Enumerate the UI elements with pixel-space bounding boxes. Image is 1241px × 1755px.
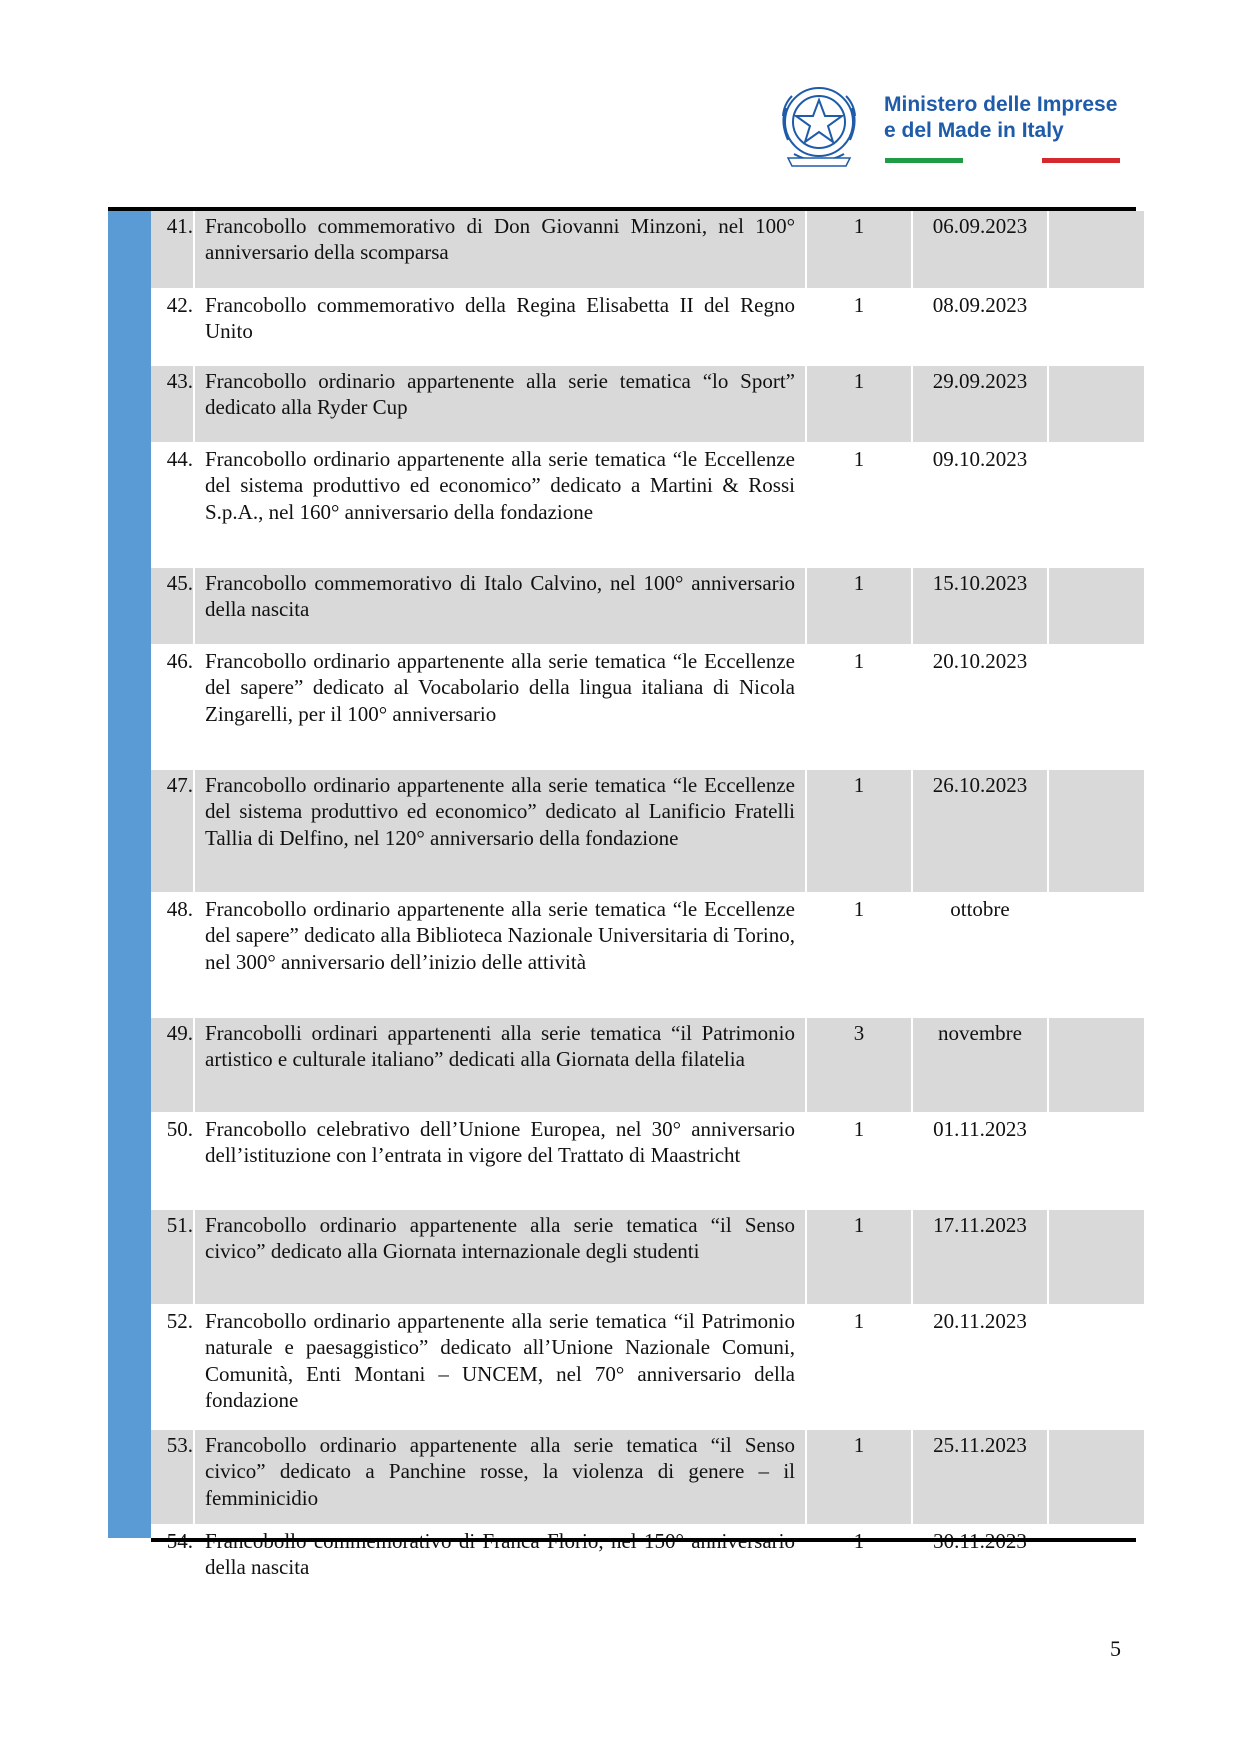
row-number-cell <box>151 893 194 1017</box>
row-number-cell <box>151 1113 194 1209</box>
row-description-cell <box>194 1525 806 1603</box>
row-quantity-cell <box>806 893 912 1017</box>
row-number: 49. <box>166 1021 193 1045</box>
row-empty-cell <box>1048 1429 1144 1525</box>
stamp-issues-table-body <box>151 211 1144 1603</box>
row-number: 42. <box>166 293 193 317</box>
row-quantity-cell <box>806 1017 912 1113</box>
row-date: 17.11.2023 <box>933 1213 1027 1237</box>
row-number: 53. <box>166 1433 193 1457</box>
row-date-cell <box>912 1305 1048 1429</box>
row-date-cell <box>912 1209 1048 1305</box>
row-number-cell <box>151 1305 194 1429</box>
table-row <box>151 1305 1144 1429</box>
row-empty-cell <box>1048 769 1144 893</box>
row-quantity: 3 <box>853 1021 865 1045</box>
table-row <box>151 645 1144 769</box>
row-empty-cell <box>1048 1525 1144 1603</box>
row-description: Francobollo commemorativo di Don Giovanni Minzoni, nel 100° anniversario della scomparsa <box>205 214 795 265</box>
row-description: Francobollo ordinario appartenente alla serie tematica “le Eccellenze del sistema produttivo ed economico” dedicato al Lanificio Fratelli Tallia di Delfino, nel 120° anniversario della fondazione <box>205 773 795 850</box>
row-number: 50. <box>166 1117 193 1141</box>
row-quantity: 1 <box>853 369 865 393</box>
row-empty-cell <box>1048 365 1144 443</box>
row-date-cell <box>912 567 1048 645</box>
row-description: Francobolli ordinari appartenenti alla serie tematica “il Patrimonio artistico e culturale italiano” dedicati alla Giornata della filatelia <box>205 1021 795 1072</box>
row-description: Francobollo commemorativo di Italo Calvino, nel 100° anniversario della nascita <box>205 571 795 622</box>
row-number-cell <box>151 645 194 769</box>
row-description: Francobollo ordinario appartenente alla serie tematica “il Senso civico” dedicato a Panchine rosse, la violenza di genere – il femminicidio <box>205 1433 795 1510</box>
row-date: 08.09.2023 <box>932 293 1028 317</box>
row-number: 44. <box>166 447 193 471</box>
row-quantity-cell <box>806 567 912 645</box>
row-description: Francobollo ordinario appartenente alla serie tematica “le Eccellenze del sistema produttivo ed economico” dedicato a Martini & Rossi S.p.A., nel 160° anniversario della fondazione <box>205 447 795 524</box>
row-quantity-cell <box>806 645 912 769</box>
row-number: 51. <box>166 1213 193 1237</box>
row-empty-cell <box>1048 645 1144 769</box>
row-description-cell <box>194 1113 806 1209</box>
row-date: 20.10.2023 <box>932 649 1028 673</box>
row-number-cell <box>151 365 194 443</box>
row-date-cell <box>912 365 1048 443</box>
ministry-name <box>884 92 1124 144</box>
row-quantity-cell <box>806 1113 912 1209</box>
table-row <box>151 365 1144 443</box>
row-number-cell <box>151 769 194 893</box>
row-date: ottobre <box>950 897 1010 921</box>
table-row <box>151 1113 1144 1209</box>
table-row <box>151 211 1144 289</box>
row-description-cell <box>194 645 806 769</box>
page-number: 5 <box>1110 1636 1121 1661</box>
row-empty-cell <box>1048 289 1144 365</box>
stamp-issues-table <box>151 211 1144 1604</box>
row-number: 43. <box>166 369 193 393</box>
row-empty-cell <box>1048 1113 1144 1209</box>
row-description-cell <box>194 769 806 893</box>
table-row <box>151 443 1144 567</box>
row-number-cell <box>151 211 194 289</box>
row-empty-cell <box>1048 1017 1144 1113</box>
row-description: Francobollo ordinario appartenente alla serie tematica “il Patrimonio naturale e paesaggistico” dedicato all’Unione Nazionale Comuni, Comunità, Enti Montani – UNCEM, nel 70° anniversario della fondazione <box>205 1309 795 1412</box>
row-quantity-cell <box>806 1525 912 1603</box>
row-description-cell <box>194 365 806 443</box>
row-quantity: 1 <box>853 1433 865 1457</box>
row-description-cell <box>194 567 806 645</box>
row-description: Francobollo celebrativo dell’Unione Europea, nel 30° anniversario dell’istituzione con l’entrata in vigore del Trattato di Maastricht <box>205 1117 795 1168</box>
row-description-cell <box>194 211 806 289</box>
row-description-cell <box>194 1305 806 1429</box>
row-empty-cell <box>1048 443 1144 567</box>
row-date-cell <box>912 289 1048 365</box>
flag-green-stripe <box>885 158 963 163</box>
table-row <box>151 289 1144 365</box>
row-date-cell <box>912 893 1048 1017</box>
row-description-cell <box>194 443 806 567</box>
row-date-cell <box>912 769 1048 893</box>
row-empty-cell <box>1048 893 1144 1017</box>
row-date: 09.10.2023 <box>932 447 1028 471</box>
row-description-cell <box>194 1209 806 1305</box>
row-description-cell <box>194 893 806 1017</box>
row-number-cell <box>151 443 194 567</box>
row-date-cell <box>912 1017 1048 1113</box>
row-quantity-cell <box>806 289 912 365</box>
row-date: 20.11.2023 <box>933 1309 1027 1333</box>
row-date: 26.10.2023 <box>932 773 1028 797</box>
row-quantity: 1 <box>853 897 865 921</box>
row-empty-cell <box>1048 1305 1144 1429</box>
row-description-cell <box>194 1429 806 1525</box>
italian-republic-emblem-icon <box>774 78 864 174</box>
row-description: Francobollo ordinario appartenente alla serie tematica “il Senso civico” dedicato alla Giornata internazionale degli studenti <box>205 1213 795 1264</box>
row-number: 45. <box>166 571 193 595</box>
row-number: 47. <box>166 773 193 797</box>
table-row <box>151 769 1144 893</box>
row-quantity-cell <box>806 1209 912 1305</box>
table-side-bar <box>108 208 151 1538</box>
row-empty-cell <box>1048 1209 1144 1305</box>
row-quantity: 1 <box>853 1213 865 1237</box>
row-quantity: 1 <box>853 1117 865 1141</box>
ministry-name-line2: e del Made in Italy <box>884 119 1064 142</box>
row-description: Francobollo commemorativo della Regina Elisabetta II del Regno Unito <box>205 293 795 344</box>
row-date: 06.09.2023 <box>932 214 1028 238</box>
row-quantity: 1 <box>853 1309 865 1333</box>
row-number-cell <box>151 1525 194 1603</box>
row-quantity: 1 <box>853 293 865 317</box>
row-empty-cell <box>1048 567 1144 645</box>
row-date: 25.11.2023 <box>933 1433 1027 1457</box>
row-quantity: 1 <box>853 571 865 595</box>
row-number-cell <box>151 1209 194 1305</box>
row-quantity: 1 <box>853 773 865 797</box>
row-quantity: 1 <box>853 649 865 673</box>
row-description-cell <box>194 289 806 365</box>
table-row <box>151 1017 1144 1113</box>
row-quantity-cell <box>806 1429 912 1525</box>
row-description: Francobollo ordinario appartenente alla serie tematica “le Eccellenze del sapere” dedicato alla Biblioteca Nazionale Universitaria di Torino, nel 300° anniversario dell’inizio delle attività <box>205 897 795 974</box>
row-date: 01.11.2023 <box>933 1117 1027 1141</box>
row-number-cell <box>151 1429 194 1525</box>
row-date-cell <box>912 443 1048 567</box>
row-date-cell <box>912 1113 1048 1209</box>
row-number: 41. <box>166 214 193 238</box>
table-row <box>151 567 1144 645</box>
row-number-cell <box>151 289 194 365</box>
row-date-cell <box>912 1429 1048 1525</box>
row-description: della nascita <box>205 1555 310 1580</box>
flag-red-stripe <box>1042 158 1120 163</box>
row-date: 15.10.2023 <box>932 571 1028 595</box>
row-date-cell <box>912 211 1048 289</box>
table-row <box>151 1429 1144 1525</box>
row-quantity: 1 <box>853 447 865 471</box>
table-row <box>151 1209 1144 1305</box>
table-bottom-rule <box>151 1538 1136 1542</box>
ministry-name-line1: Ministero delle Imprese <box>884 93 1118 116</box>
table-row <box>151 893 1144 1017</box>
row-number: 52. <box>166 1309 193 1333</box>
row-quantity-cell <box>806 211 912 289</box>
row-date: novembre <box>938 1021 1022 1045</box>
row-number-cell <box>151 1017 194 1113</box>
row-description: Francobollo ordinario appartenente alla serie tematica “le Eccellenze del sapere” dedicato al Vocabolario della lingua italiana di Nicola Zingarelli, per il 100° anniversario <box>205 649 795 726</box>
table-row <box>151 1525 1144 1603</box>
row-quantity-cell <box>806 443 912 567</box>
row-quantity: 1 <box>853 214 865 238</box>
row-quantity-cell <box>806 769 912 893</box>
row-description-cell <box>194 1017 806 1113</box>
row-date-cell <box>912 645 1048 769</box>
row-date: 29.09.2023 <box>932 369 1028 393</box>
row-quantity-cell <box>806 1305 912 1429</box>
ministry-header <box>774 78 1124 178</box>
row-number: 46. <box>166 649 193 673</box>
row-date-cell <box>912 1525 1048 1603</box>
row-empty-cell <box>1048 211 1144 289</box>
row-description: Francobollo ordinario appartenente alla serie tematica “lo Sport” dedicato alla Ryder Cup <box>205 369 795 420</box>
row-number-cell <box>151 567 194 645</box>
row-quantity-cell <box>806 365 912 443</box>
row-number: 48. <box>166 897 193 921</box>
